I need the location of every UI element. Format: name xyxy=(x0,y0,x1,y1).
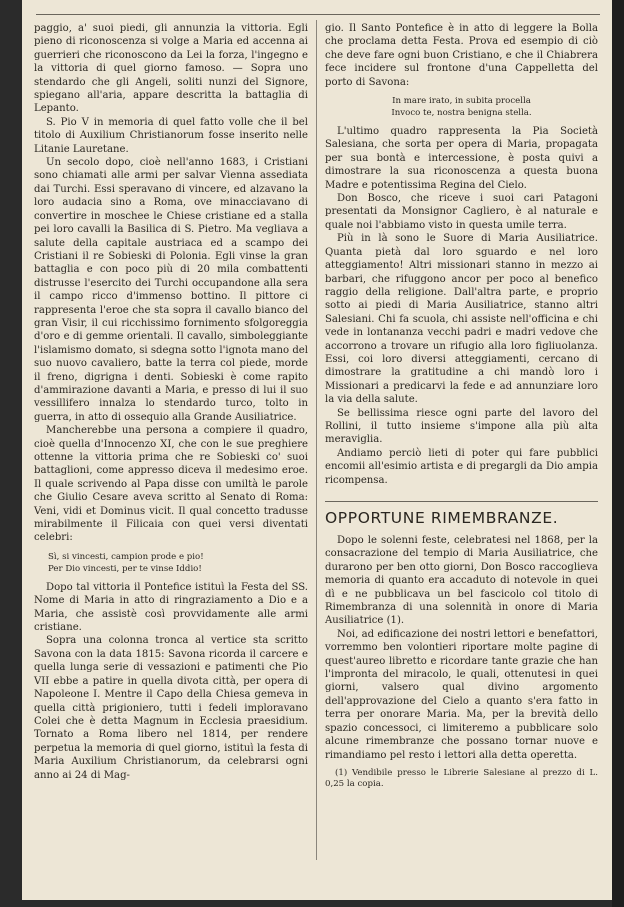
verse-line: Invoco te, nostra benigna stella. xyxy=(391,108,532,119)
section-heading: OPPORTUNE RIMEMBRANZE. xyxy=(325,501,598,528)
verse-line: Sì, si vincesti, campion prode e pio! xyxy=(48,551,204,562)
top-rule xyxy=(36,14,600,15)
footnote: (1) Vendibile presso le Librerie Salesiane al prezzo di L. 0,25 la copia. xyxy=(325,767,598,790)
paragraph: Mancherebbe una persona a compiere il quadro, cioè quella d'Innocenzo XI, che con le sue preghiere ottenne la vittoria prima che re Sobieski co' suoi battaglioni, come appresso diceva il medesimo eroe. Il quale scrivendo al Papa disse con umiltà le parole che Giulio Cesare aveva scritto al Senato di Roma: Veni, vidi et Dominus vicit. Il qual concetto tradusse mirabilmente il Filicaia con quei versi diventati celebri: xyxy=(34,425,308,544)
page-edge-shadow xyxy=(612,0,624,907)
paragraph: Dopo le solenni feste, celebratesi nel 1868, per la consacrazione del tempio di Maria Ausiliatrice, che durarono per ben otto giorni, Don Bosco raccoglieva memoria di quanto era accaduto di notevole in quei dì e ne pubblicava un bel fascicolo col titolo di Rimembranza di una solennità in onore di Maria Ausiliatrice (1). xyxy=(325,535,598,627)
verse-quote xyxy=(325,95,598,119)
paragraph: Andiamo perciò lieti di poter qui fare pubblici encomii all'esimio artista e di pregargli da Dio ampia ricompensa. xyxy=(325,447,598,486)
paragraph: Più in là sono le Suore di Maria Ausiliatrice. Quanta pietà dal loro sguardo e nel loro atteggiamento! Altri missionari stanno in mezzo ai barbari, che rifuggono ancor per poco al benefico raggio della religione. Dall'altra parte, e proprio sotto ai piedi di Maria Ausiliatrice, stanno altri Salesiani. Chi fa scuola, chi assiste nell'officina e chi vede in lontananza vecchi padri e madri vedove che accorrono a trovare un rifugio alla loro figliuolanza. Essi, coi loro diversi atteggiamenti, cercano di dimostrare la gratitudine a chi mandò loro i Missionari a predicarvi la fede e ad annunziare loro la via della salute. xyxy=(325,233,598,406)
left-column xyxy=(34,22,308,782)
right-column xyxy=(325,22,598,791)
paragraph: Noi, ad edificazione dei nostri lettori e benefattori, vorremmo ben volontieri riportare molte pagine di quest'aureo libretto e ricordare tante grazie che han l'impronta del miracolo, le quali, ottenutesi in quei giorni, valsero qual divino argomento dell'approvazione del Cielo a quanto s'era fatto in terra per onorare Maria. Ma, per la brevità dello spazio concessoci, ci limiteremo a pubblicare solo alcune rimembranze che possano tornar nuove e rimandiamo pel resto i lettori alla detta operetta. xyxy=(325,628,598,761)
paragraph: L'ultimo quadro rappresenta la Pia Società Salesiana, che sorta per opera di Maria, propagata per sua bontà e intercessione, è posta quivi a dimostrare la sua riconoscenza a questa buona Madre e potentissima Regina del Cielo. xyxy=(325,126,598,191)
verse-quote xyxy=(48,551,308,575)
paragraph: Dopo tal vittoria il Pontefice istituì la Festa del SS. Nome di Maria in atto di ringraziamento a Dio e a Maria, che assistè così provvidamente alle armi cristiane. xyxy=(34,581,308,634)
paragraph: paggio, a' suoi piedi, gli annunzia la vittoria. Egli pieno di riconoscenza si volge a Maria ed accenna ai guerrieri che riconoscono da Lei la forza, l'ingegno e la vittoria di quel giorno famoso. — Sopra uno stendardo che gli Angeli, soliti nunzi del Signore, spiegano all'aria, appare descritta la battaglia di Lepanto. xyxy=(34,23,308,115)
verse-line: In mare irato, in subita procella xyxy=(392,96,531,107)
paragraph: Un secolo dopo, cioè nell'anno 1683, i Cristiani sono chiamati alle armi per salvar Vienna assediata dai Turchi. Essi speravano di vincere, ed alzavano la loro audacia sino a Roma, ove minacciavano di convertire in moschee le Chiese cristiane ed a stalla pei loro cavalli la Basilica di S. Pietro. Ma vegliava a salute della capitale austriaca ed a scampo dei Cristiani il re Sobieski di Polonia. Egli vinse la gran battaglia e con poco più di 20 mila combattenti distrusse l'esercito dei Turchi occupandone alla sera il campo ricco d'immenso bottino. Il pittore ci rappresenta l'eroe che sta sopra il cavallo bianco del gran Visir, il cui ricchissimo fornimento sfolgoreggia d'oro e di gemme orientali. Il cavallo, simboleggiante l'islamismo domato, si sdegna sotto l'ignota mano del suo nuovo cavaliero, batte la terra col piede, morde il freno, digrigna i denti. Sobieski è come rapito d'ammirazione davanti a Maria, e presso di lui il suo vessillifero innalza lo stendardo turco, tolto in guerra, in atto di ossequio alla Grande Ausiliatrice. xyxy=(34,157,308,423)
paragraph: Se bellissima riesce ogni parte del lavoro del Rollini, il tutto insieme s'impone alla più alta meraviglia. xyxy=(325,407,598,446)
paragraph: Don Bosco, che riceve i suoi cari Patagoni presentati da Monsignor Cagliero, è al naturale e quale noi l'abbiamo visto in questa umile terra. xyxy=(325,193,598,231)
column-divider xyxy=(316,20,317,860)
page xyxy=(22,0,612,900)
paragraph: Sopra una colonna tronca al vertice sta scritto Savona con la data 1815: Savona ricorda il carcere e quella lunga serie di vessazioni e patimenti che Pio VII ebbe a patire in quella divota città, per opera di Napoleone I. Mentre il Capo della Chiesa gemeva in quella città prigioniero, tutti i fedeli imploravano Colei che è detta Magnum in Ecclesia praesidium. Tornato a Roma libero nel 1814, per rendere perpetua la memoria di quel giorno, istituì la festa di Maria Auxilium Christianorum, da celebrarsi ogni anno ai 24 di Mag- xyxy=(34,635,308,781)
verse-line: Per Dio vincesti, per te vinse Iddio! xyxy=(48,563,202,574)
paragraph: gio. Il Santo Pontefice è in atto di leggere la Bolla che proclama detta Festa. Prova ed esempio di ciò che deve fare ogni buon Cristiano, e che il Chiabrera fece incidere sul frontone d'una Cappelletta del porto di Savona: xyxy=(325,23,598,88)
paragraph: S. Pio V in memoria di quel fatto volle che il bel titolo di Auxilium Christianorum fosse inserito nelle Litanie Lauretane. xyxy=(34,116,308,155)
